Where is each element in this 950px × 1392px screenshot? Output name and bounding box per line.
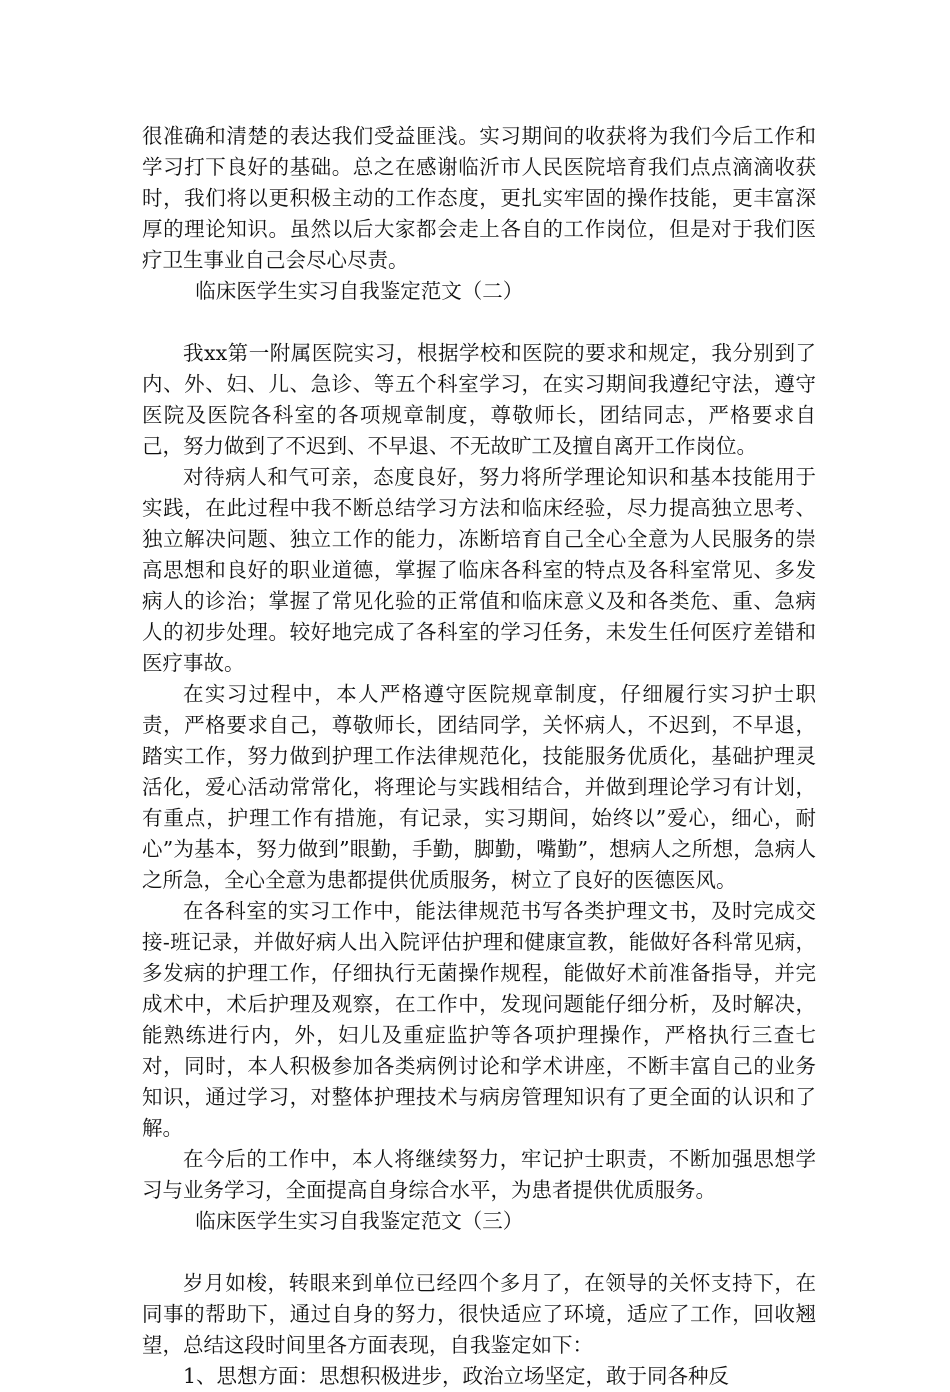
spacer: [142, 307, 816, 338]
intro-paragraph: 很准确和清楚的表达我们受益匪浅。实习期间的收获将为我们今后工作和学习打下良好的基础。总之在感谢临沂市人民医院培育我们点点滴滴收获时，我们将以更积极主动的工作态度，更扎实牢固的操作技能，更丰富深厚的理论知识。虽然以后大家都会走上各自的工作岗位，但是对于我们医疗卫生事业自己会尽心尽责。: [142, 124, 816, 272]
spacer: [142, 1237, 816, 1268]
section-2-paragraph: 在今后的工作中，本人将继续努力，牢记护士职责，不断加强思想学习与业务学习，全面提高自身综合水平，为患者提供优质服务。: [142, 1147, 816, 1202]
section-2-paragraph: 在各科室的实习工作中，能法律规范书写各类护理文书，及时完成交接-班记录，并做好病人出入院评估护理和健康宣教，能做好各科常见病，多发病的护理工作，仔细执行无菌操作规程，能做好术前准备指导，并完成术中，术后护理及观察，在工作中，发现问题能仔细分析，及时解决，能熟练进行内，外，妇儿及重症监护等各项护理操作，严格执行三查七对，同时，本人积极参加各类病例讨论和学术讲座，不断丰富自己的业务知识，通过学习，对整体护理技术与病房管理知识有了更全面的认识和了解。: [142, 899, 816, 1140]
section-2-title: 临床医学生实习自我鉴定范文（二）: [195, 279, 524, 303]
document-body: [142, 121, 816, 1392]
section-3-title: 临床医学生实习自我鉴定范文（三）: [195, 1209, 524, 1233]
section-3-paragraph: 岁月如梭，转眼来到单位已经四个多月了，在领导的关怀支持下，在同事的帮助下，通过自身的努力，很快适应了环境，适应了工作，回收翘望，总结这段时间里各方面表现，自我鉴定如下：: [142, 1271, 816, 1357]
section-2-paragraph: 我xx第一附属医院实习，根据学校和医院的要求和规定，我分别到了内、外、妇、儿、急诊、等五个科室学习，在实习期间我遵纪守法，遵守医院及医院各科室的各项规章制度，尊敬师长，团结同志，严格要求自己，努力做到了不迟到、不早退、不无故旷工及擅自离开工作岗位。: [142, 341, 816, 458]
section-2-paragraph: 对待病人和气可亲，态度良好，努力将所学理论知识和基本技能用于实践，在此过程中我不断总结学习方法和临床经验，尽力提高独立思考、独立解决问题、独立工作的能力，冻断培育自己全心全意为人民服务的崇高思想和良好的职业道德，掌握了临床各科室的特点及各科室常见、多发病人的诊治；掌握了常见化验的正常值和临床意义及和各类危、重、急病人的初步处理。较好地完成了各科室的学习任务，未发生任何医疗差错和医疗事故。: [142, 465, 816, 675]
section-2-paragraph: 在实习过程中，本人严格遵守医院规章制度，仔细履行实习护士职责，严格要求自己，尊敬师长，团结同学，关怀病人，不迟到，不早退，踏实工作，努力做到护理工作法律规范化，技能服务优质化，基础护理灵活化，爱心活动常常化，将理论与实践相结合，并做到理论学习有计划，有重点，护理工作有措施，有记录，实习期间，始终以”爱心，细心，耐心”为基本，努力做到”眼勤，手勤，脚勤，嘴勤”，想病人之所想，急病人之所急，全心全意为患都提供优质服务，树立了良好的医德医风。: [142, 682, 816, 892]
section-3-paragraph: 1、思想方面：思想积极进步，政治立场坚定，敢于同各种反: [183, 1364, 730, 1388]
